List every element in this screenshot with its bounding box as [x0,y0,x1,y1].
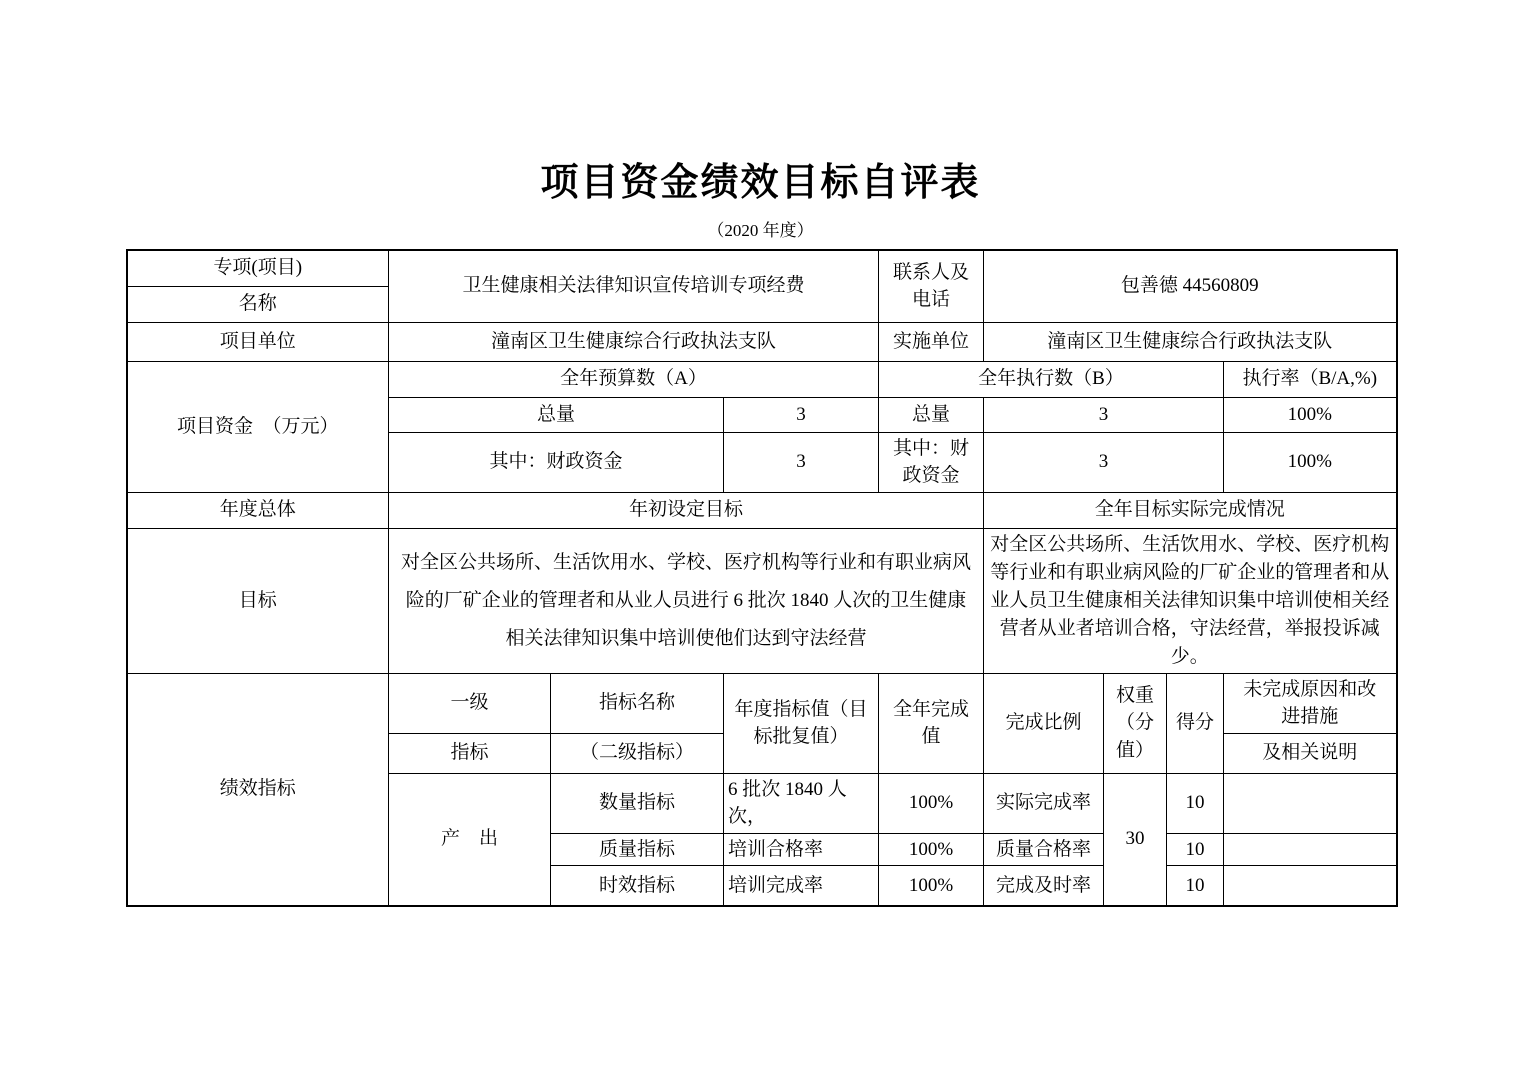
initial-goal-header: 年初设定目标 [389,492,984,528]
indicator-name: 数量指标 [551,773,724,833]
impl-unit-value: 潼南区卫生健康综合行政执法支队 [984,322,1397,361]
annual-goal-label-bottom: 目标 [127,528,389,673]
special-project-label-bottom: 名称 [127,286,389,322]
col-level1-header-top: 一级 [389,673,551,733]
indicator-ratio: 完成及时率 [984,866,1104,906]
indicator-target: 培训合格率 [724,833,879,866]
indicator-level1-value: 产 出 [389,773,551,906]
indicator-target: 6 批次 1840 人次， [724,773,879,833]
indicator-name: 质量指标 [551,833,724,866]
col-reason-header-bottom: 及相关说明 [1224,733,1397,773]
annual-goal-label-top: 年度总体 [127,492,389,528]
col-target-header: 年度指标值（目标批复值） [724,673,879,773]
budget-header: 全年预算数（A） [389,361,879,397]
col-completed-header: 全年完成值 [879,673,984,773]
contact-value: 包善德 44560809 [984,250,1397,322]
exec-total-label: 总量 [879,397,984,432]
self-evaluation-table [126,249,1398,907]
initial-goal-text: 对全区公共场所、生活饮用水、学校、医疗机构等行业和有职业病风险的厂矿企业的管理者和从业人员进行 6 批次 1840 人次的卫生健康相关法律知识集中培训使他们达到守法经营 [389,528,984,673]
execution-header: 全年执行数（B） [879,361,1224,397]
col-reason-header-top: 未完成原因和改进措施 [1224,673,1397,733]
document-page [126,0,1396,907]
special-project-value: 卫生健康相关法律知识宣传培训专项经费 [389,250,879,322]
budget-total-label: 总量 [389,397,724,432]
actual-goal-header: 全年目标实际完成情况 [984,492,1397,528]
indicator-target: 培训完成率 [724,866,879,906]
indicator-score: 10 [1167,833,1224,866]
impl-unit-label: 实施单位 [879,322,984,361]
indicator-score: 10 [1167,773,1224,833]
col-level1-header-bottom: 指标 [389,733,551,773]
budget-total-value: 3 [724,397,879,432]
col-weight-header: 权重（分值） [1104,673,1167,773]
col-ratio-header: 完成比例 [984,673,1104,773]
indicator-note [1224,866,1397,906]
indicator-name: 时效指标 [551,866,724,906]
col-name-header-top: 指标名称 [551,673,724,733]
indicator-weight-value: 30 [1104,773,1167,906]
col-score-header: 得分 [1167,673,1224,773]
indicator-completed: 100% [879,773,984,833]
budget-fiscal-value: 3 [724,432,879,492]
special-project-label-top: 专项(项目) [127,250,389,286]
indicator-ratio: 实际完成率 [984,773,1104,833]
indicator-note [1224,833,1397,866]
rate-total-value: 100% [1224,397,1397,432]
rate-fiscal-value: 100% [1224,432,1397,492]
funding-row-label: 项目资金 （万元） [127,361,389,492]
contact-label: 联系人及电话 [879,250,984,322]
budget-fiscal-label: 其中：财政资金 [389,432,724,492]
indicators-row-label: 绩效指标 [127,673,389,906]
exec-fiscal-label: 其中：财政资金 [879,432,984,492]
rate-header: 执行率（B/A,%) [1224,361,1397,397]
indicator-completed: 100% [879,866,984,906]
indicator-completed: 100% [879,833,984,866]
actual-goal-text: 对全区公共场所、生活饮用水、学校、医疗机构等行业和有职业病风险的厂矿企业的管理者和从业人员卫生健康相关法律知识集中培训使相关经营者从业者培训合格，守法经营，举报投诉减少。 [984,528,1397,673]
page-subtitle: （2020 年度） [707,221,814,240]
indicator-note [1224,773,1397,833]
indicator-score: 10 [1167,866,1224,906]
indicator-ratio: 质量合格率 [984,833,1104,866]
project-unit-label: 项目单位 [127,322,389,361]
exec-total-value: 3 [984,397,1224,432]
project-unit-value: 潼南区卫生健康综合行政执法支队 [389,322,879,361]
page-title: 项目资金绩效目标自评表 [540,162,981,204]
exec-fiscal-value: 3 [984,432,1224,492]
col-name-header-bottom: （二级指标） [551,733,724,773]
